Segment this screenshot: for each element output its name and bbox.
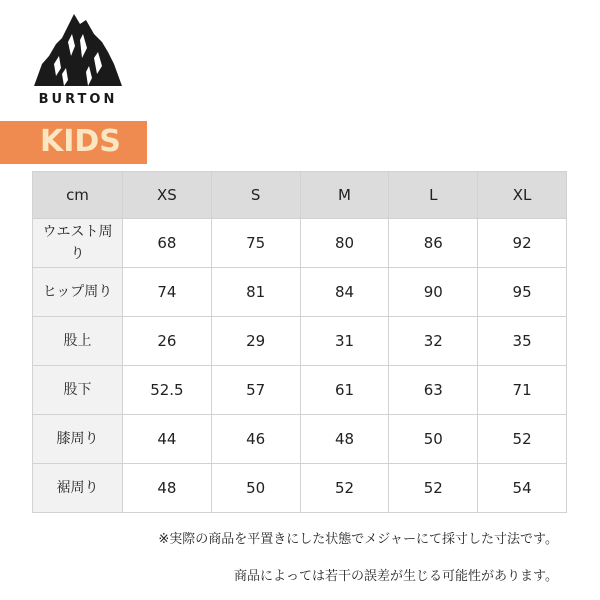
mountain-logo-icon [32,12,124,90]
unit-header: cm [33,172,123,219]
table-cell: 50 [389,415,478,464]
kids-banner [0,121,147,164]
size-header-xl: XL [478,172,567,219]
size-header-s: S [211,172,300,219]
brand-wordmark: BURTON [38,92,118,107]
size-header-xs: XS [123,172,212,219]
table-cell: 95 [478,268,567,317]
table-cell: 63 [389,366,478,415]
kids-banner-label: KIDS [40,124,121,159]
row-label-rise: 股上 [33,317,123,366]
table-cell: 26 [123,317,212,366]
table-row [33,268,567,317]
table-cell: 52 [300,464,389,513]
table-header-row [33,172,567,219]
table-cell: 52 [478,415,567,464]
table-cell: 48 [123,464,212,513]
table-cell: 29 [211,317,300,366]
table-cell: 68 [123,219,212,268]
measurement-note: ※実際の商品を平置きにした状態でメジャーにて採寸した寸法です。 [158,532,558,547]
table-cell: 81 [211,268,300,317]
table-cell: 31 [300,317,389,366]
table-cell: 52.5 [123,366,212,415]
table-row [33,219,567,268]
table-cell: 80 [300,219,389,268]
table-cell: 57 [211,366,300,415]
table-cell: 90 [389,268,478,317]
table-row [33,415,567,464]
table-cell: 52 [389,464,478,513]
row-label-waist: ウエスト周り [33,219,123,268]
table-cell: 92 [478,219,567,268]
table-cell: 46 [211,415,300,464]
size-header-m: M [300,172,389,219]
table-cell: 75 [211,219,300,268]
row-label-hip: ヒップ周り [33,268,123,317]
table-cell: 61 [300,366,389,415]
table-cell: 86 [389,219,478,268]
row-label-hem: 裾周り [33,464,123,513]
table-cell: 71 [478,366,567,415]
table-row [33,366,567,415]
table-cell: 32 [389,317,478,366]
table-cell: 48 [300,415,389,464]
table-cell: 35 [478,317,567,366]
table-cell: 74 [123,268,212,317]
size-chart-table [32,171,567,513]
table-cell: 54 [478,464,567,513]
tolerance-note: 商品によっては若干の誤差が生じる可能性があります。 [234,569,558,584]
size-header-l: L [389,172,478,219]
table-row [33,464,567,513]
row-label-knee: 膝周り [33,415,123,464]
table-cell: 44 [123,415,212,464]
row-label-inseam: 股下 [33,366,123,415]
table-cell: 50 [211,464,300,513]
table-row [33,317,567,366]
brand-logo [28,12,128,112]
table-cell: 84 [300,268,389,317]
